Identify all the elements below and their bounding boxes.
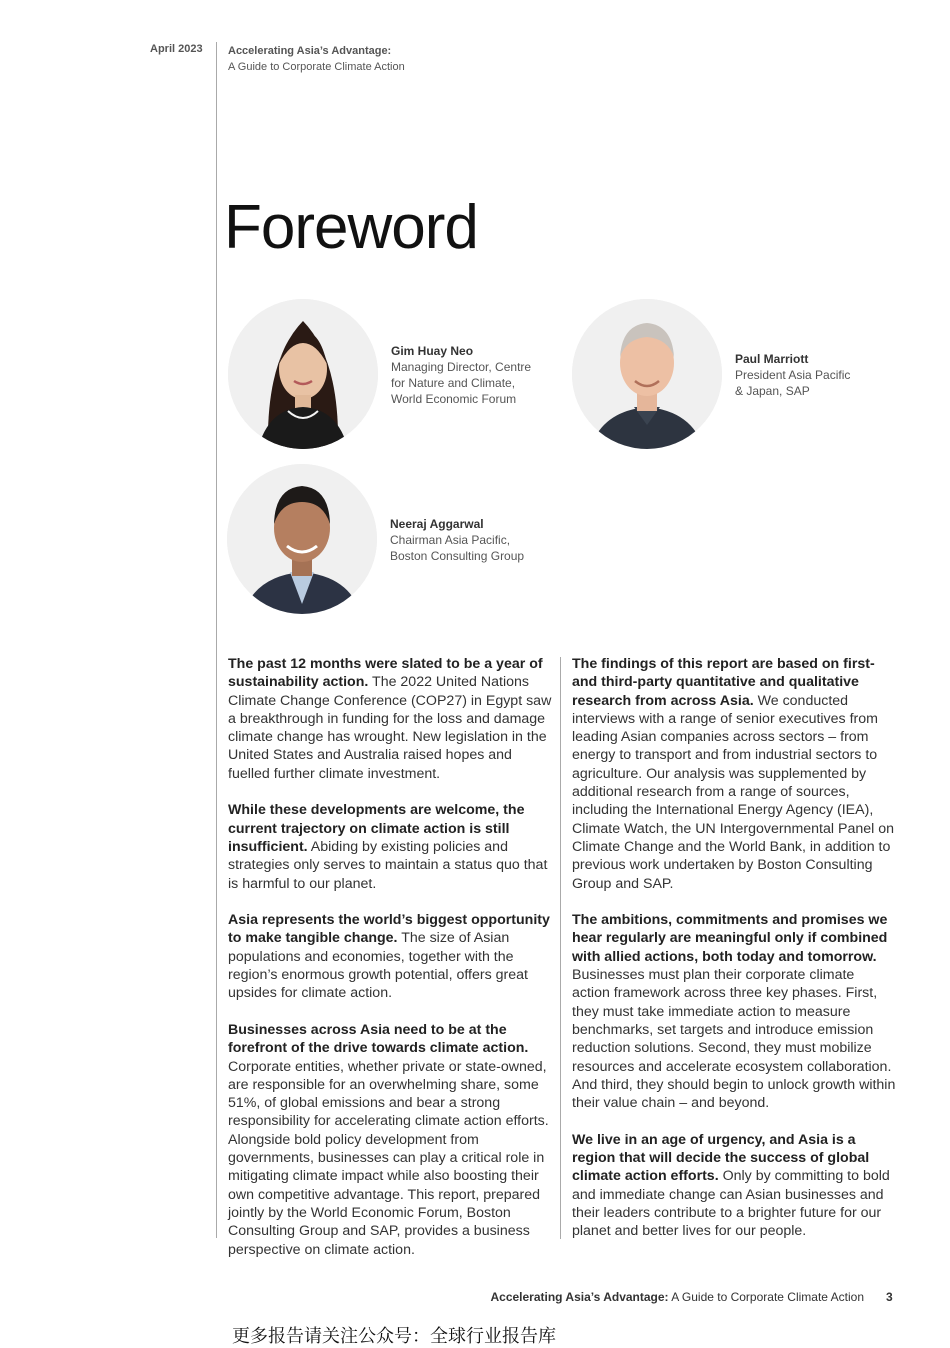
paragraph-text: The 2022 United Nations Climate Change Conference (COP27) in Egypt saw a breakthrough in funding for the loss and damage climate change has wrought. New legislation in the United States and Australia raised hopes and fuelled further climate investment. [228, 674, 552, 782]
person-role: Chairman Asia Pacific, Boston Consulting Group [390, 533, 525, 563]
portrait-man-icon [572, 299, 722, 449]
paragraph [572, 655, 896, 893]
person-role: President Asia Pacific & Japan, SAP [735, 368, 851, 398]
header-title: Accelerating Asia’s Advantage: [228, 45, 392, 57]
person-name: Gim Huay Neo [391, 344, 474, 358]
paragraph-lead: The ambitions, commitments and promises we hear regularly are meaningful only if combined with allied actions, both today and tomorrow. [572, 912, 888, 965]
footer-subtitle: A Guide to Corporate Climate Action [668, 1290, 864, 1304]
portrait-woman-icon [228, 299, 378, 449]
person-name: Paul Marriott [735, 352, 809, 366]
footer-title: Accelerating Asia’s Advantage: [490, 1290, 669, 1304]
paragraph-lead: While these developments are welcome, the current trajectory on climate action is still insufficient. [228, 802, 525, 855]
paragraph-text: Corporate entities, whether private or state-owned, are responsible for an overwhelming share, some 51%, of global emissions and bear a strong responsibility for accelerating climate action efforts. Alongside bold policy development from governments, businesses can play a critical role in mitigating climate impact while also boosting their own competitive advantage. This report, prepared jointly by the World Economic Forum, Boston Consulting Group and SAP, provides a business perspective on climate action. [228, 1058, 549, 1258]
paragraph-lead: The findings of this report are based on first- and third-party quantitative and qualitative research from across Asia. [572, 656, 875, 709]
paragraph-lead: We live in an age of urgency, and Asia is a region that will decide the success of global climate action efforts. [572, 1131, 870, 1185]
paragraph [228, 1021, 552, 1259]
avatar-neeraj-aggarwal [227, 464, 377, 614]
person-paul-marriott [735, 351, 850, 399]
promo-text: 更多报告请关注公众号：全球行业报告库 [232, 1326, 556, 1347]
person-role: Managing Director, Centre for Nature and Climate, World Economic Forum [391, 360, 532, 406]
header-subtitle: A Guide to Corporate Climate Action [228, 61, 405, 73]
paragraph [572, 911, 896, 1112]
column-rule-divider [560, 657, 561, 1239]
paragraph-text: We conducted interviews with a range of senior executives from leading Asian companies across sectors – from energy to transport and from industrial sectors to agriculture. Our analysis was supplemented by additional research from a range of sources, including the International Energy Agency (IEA), Climate Watch, the UN Intergovernmental Panel on Climate Change and the World Bank, in addition to previous work undertaken by Boston Consulting Group and SAP. [572, 692, 894, 892]
paragraph [572, 1131, 896, 1241]
paragraph-lead: The past 12 months were slated to be a year of sustainability action. [228, 656, 543, 691]
paragraph-lead: Businesses across Asia need to be at the forefront of the drive towards climate action. [228, 1021, 529, 1057]
paragraph [228, 801, 552, 892]
portrait-man-icon [227, 464, 377, 614]
body-column-right [572, 655, 896, 1259]
body-column-left [228, 655, 552, 1277]
person-neeraj-aggarwal [390, 516, 524, 564]
paragraph-text: Abiding by existing policies and strategies only serves to maintain a status quo that is harmful to our planet. [228, 838, 548, 892]
paragraph-text: The size of Asian populations and economies, together with the region’s enormous growth potential, offers great upsides for climate action. [228, 930, 528, 1002]
header-report-title [228, 43, 405, 75]
page-title: Foreword [224, 193, 478, 262]
header-date: April 2023 [150, 43, 203, 55]
left-rule-divider [216, 42, 217, 1238]
person-name: Neeraj Aggarwal [390, 517, 484, 531]
person-gim-huay-neo [391, 343, 531, 407]
paragraph [228, 655, 552, 783]
page-number: 3 [886, 1290, 893, 1304]
paragraph [228, 911, 552, 1002]
paragraph-text: Only by committing to bold and immediate change can Asian businesses and their leaders contribute to a brighter future for our planet and better lives for our people. [572, 1168, 890, 1240]
footer-report-title [490, 1290, 864, 1304]
paragraph-text: Businesses must plan their corporate climate action framework across three key phases. First, they must take immediate action to measure benchmarks, set targets and introduce emission reduction solutions. Second, they must mobilize resources and accelerate ecosystem collaboration. And third, they should begin to unlock growth within their value chain – and beyond. [572, 967, 896, 1112]
avatar-paul-marriott [572, 299, 722, 449]
avatar-gim-huay-neo [228, 299, 378, 449]
paragraph-lead: Asia represents the world’s biggest opportunity to make tangible change. [228, 912, 550, 947]
